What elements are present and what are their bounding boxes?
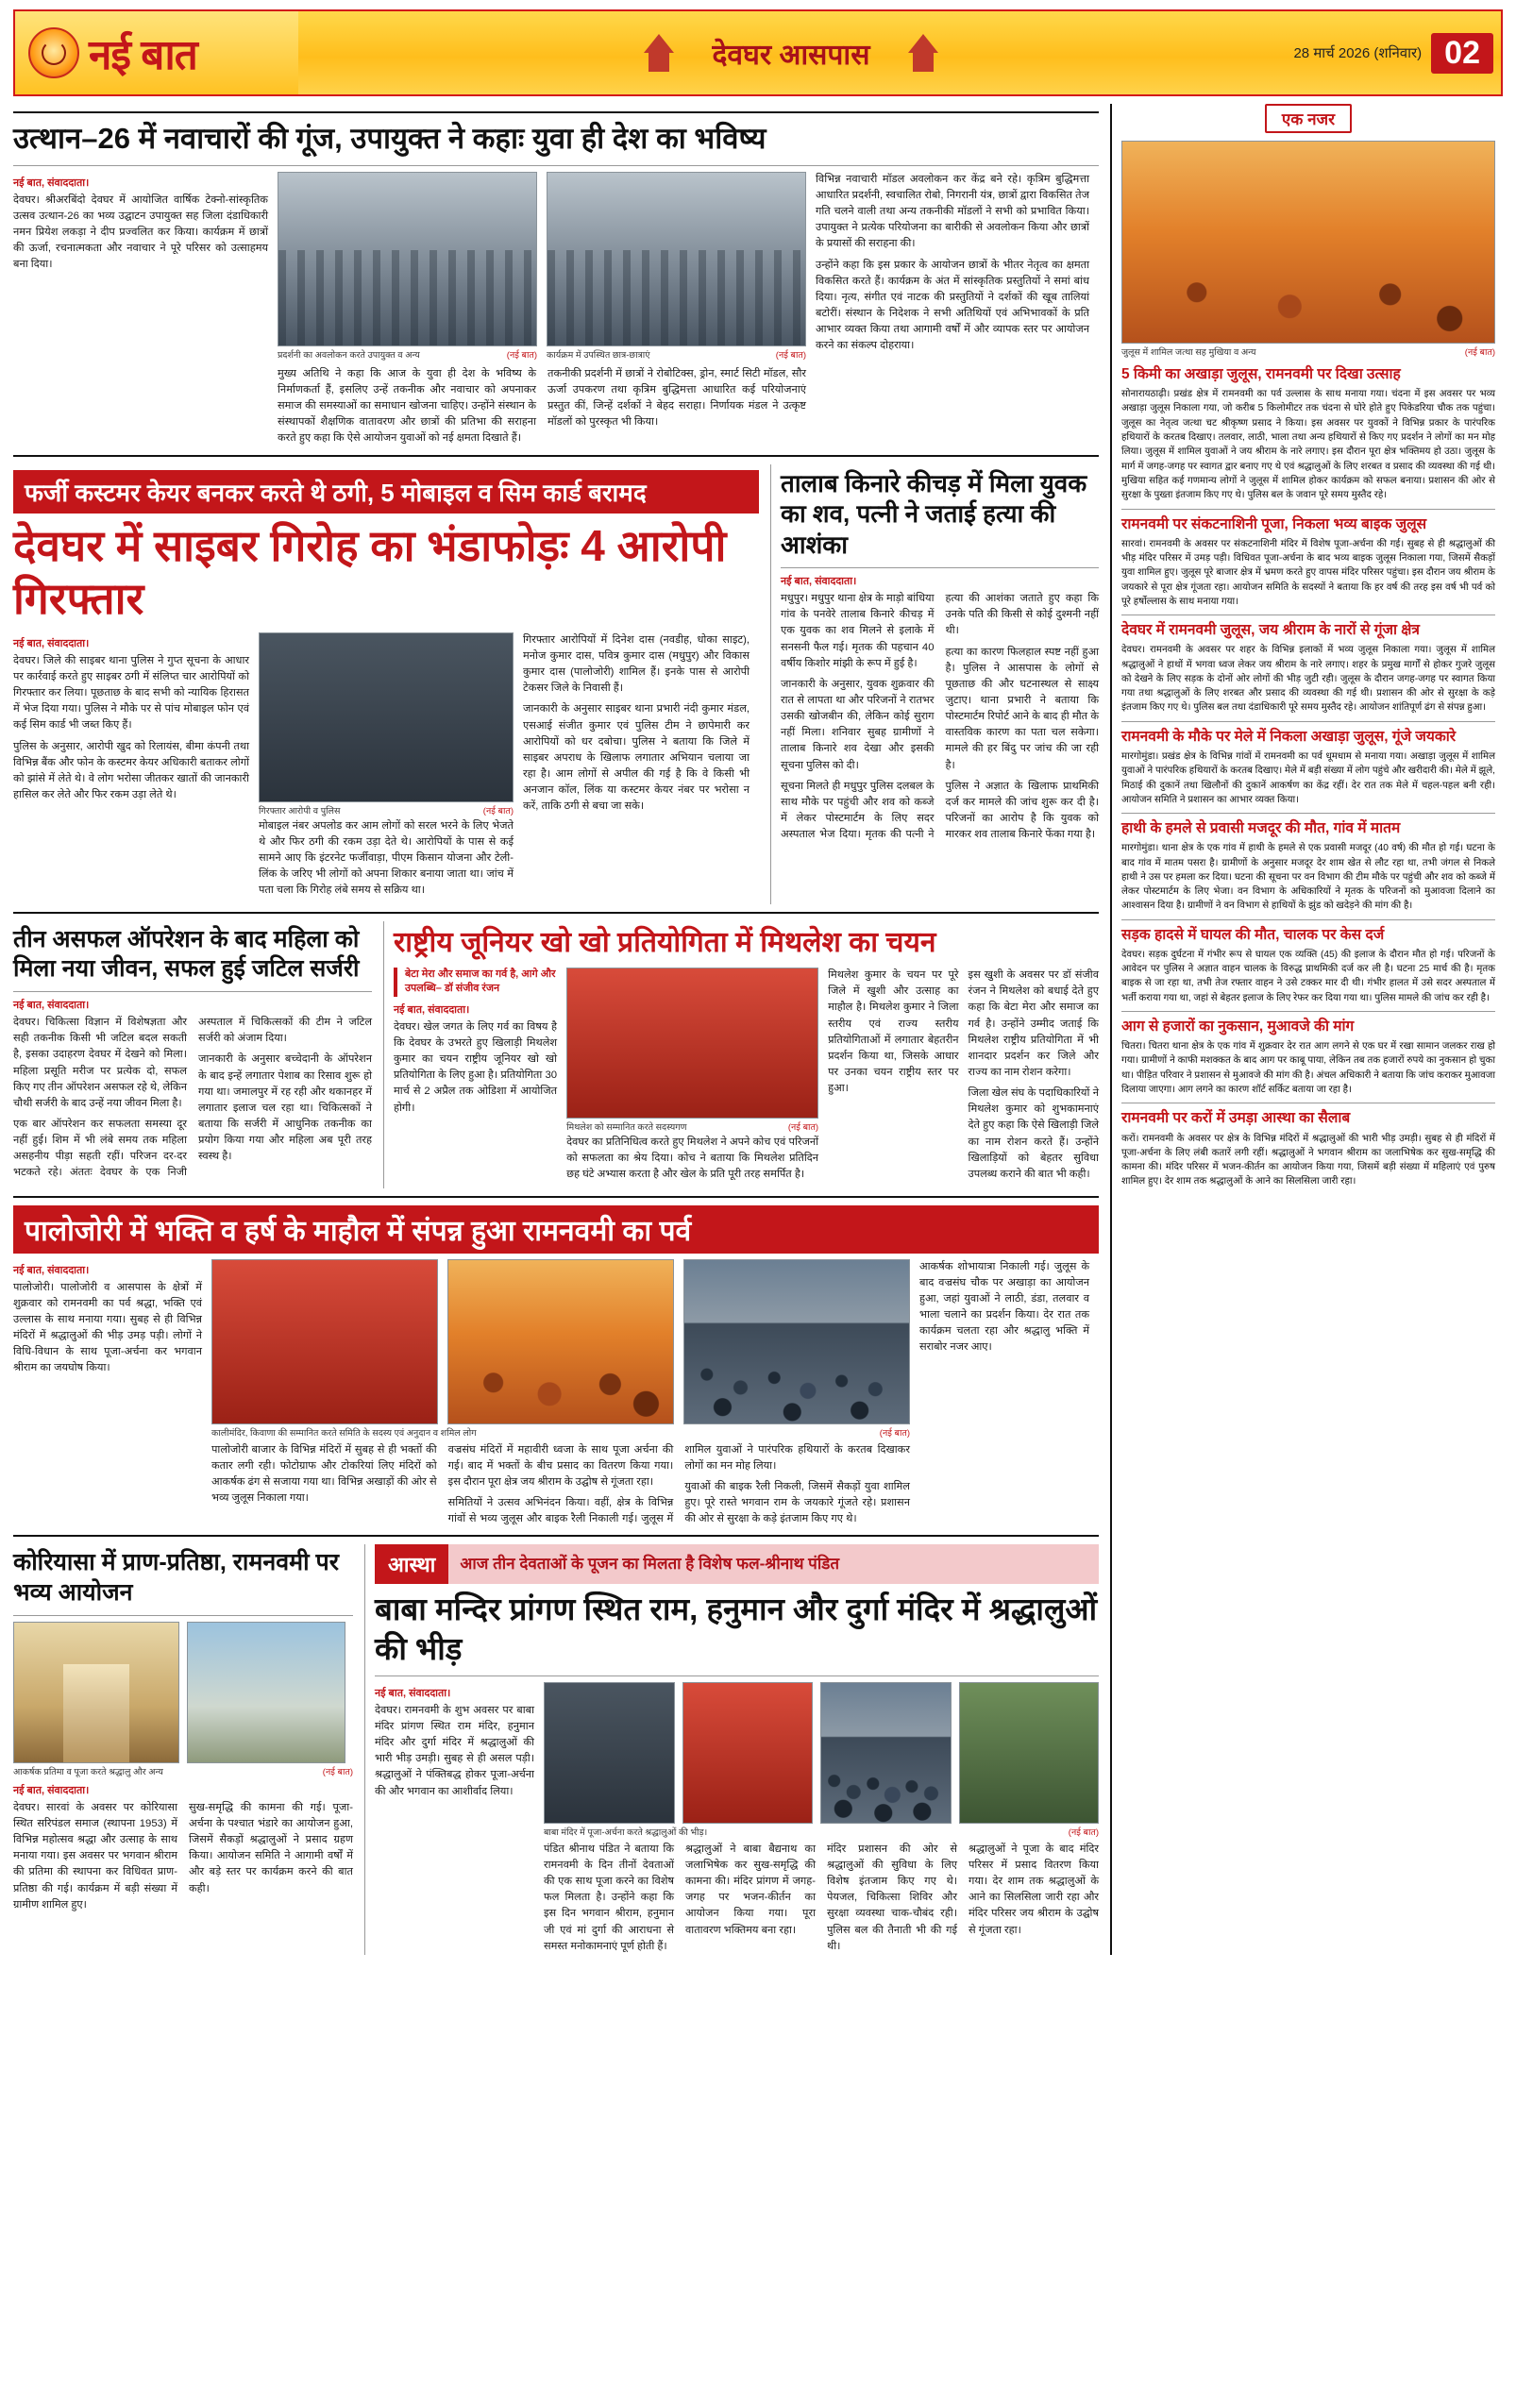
photo-procession-flags bbox=[447, 1259, 674, 1424]
photo-baba-mandir-crowd bbox=[544, 1682, 675, 1824]
photo-temple-deity bbox=[211, 1259, 438, 1424]
paragraph: उन्होंने कहा कि इस प्रकार के आयोजन छात्रों के भीतर नेतृत्व का क्षमता विकसित करते हैं। कार्यक्रम के अंत में सांस्कृतिक प्रस्तुतियों ने समां बांध दिया। नृत्य, संगीत एवं नाटक की प्रस्तुतियों ने दर्शकों की खूब तालियां बटोरीं। संस्थान के निदेशक ने सभी अतिथियों एवं अभिभावकों के प्रति आभार व्यक्त किया तथा आगामी वर्षों में और व्यापक स्तर पर आयोजन करने का संकल्प दोहराया। bbox=[816, 259, 1089, 352]
masthead-logo[interactable] bbox=[15, 11, 298, 94]
page-number: 02 bbox=[1431, 33, 1493, 74]
sidebar-ek-nazar bbox=[1110, 104, 1495, 1955]
headline: तालाब किनारे कीचड़ में मिला युवक का शव, पत्नी ने जताई हत्या की आशंका bbox=[781, 468, 1087, 559]
rail-item bbox=[1121, 1109, 1495, 1188]
rail-item bbox=[1121, 515, 1495, 610]
photo-caption: जुलूस में शामिल जत्था सह मुखिया व अन्य (नई बात) bbox=[1121, 347, 1495, 358]
paragraph: पुलिस ने अज्ञात के खिलाफ प्राथमिकी दर्ज कर मामले की जांच शुरू कर दी है। परिजनों का आरोप है कि युवक को मारकर शव तालाब किनारे फेंका गया है। bbox=[945, 780, 1099, 841]
photo-hanuman-temple bbox=[682, 1682, 814, 1824]
paragraph: देवघर। सारवां के अवसर पर कोरियासा स्थित सरिपंडल समाज (स्थापना 1953) में विभिन्न महोत्सव श्रद्धा और उत्साह के साथ मनाया गया। इस अवसर पर भगवान श्रीराम की प्रतिमा की स्थापना कर विधिवत प्राण-प्रतिष्ठा की गई। कार्यक्रम में बड़ी संख्या में ग्रामीण शामिल हुए। bbox=[13, 1801, 177, 1911]
photo-accused-with-police bbox=[259, 632, 514, 802]
temple-icon bbox=[637, 34, 681, 72]
kicker: फर्जी कस्टमर केयर बनकर करते थे ठगी, 5 मोबाइल व सिम कार्ड बरामद bbox=[13, 470, 759, 514]
sidebar-title: एक नजर bbox=[1265, 104, 1352, 133]
sun-face-logo-icon bbox=[28, 27, 79, 78]
rail-body: देवघर। सड़क दुर्घटना में गंभीर रूप से घायल एक व्यक्ति (45) की इलाज के दौरान मौत हो गई। परिजनों के आवेदन पर पुलिस ने अज्ञात वाहन चालक के विरुद्ध प्राथमिकी दर्ज कर ली है। घटना 25 मार्च की है। मृतक बाइक से जा रहा था, तभी तेज रफ्तार वाहन ने उसे टक्कर मार दी थी। गंभीर हालत में उसे सदर अस्पताल में भर्ती कराया गया था, जहां से बेहतर इलाज के लिए रेफर कर दिया गया था। पुलिस मामले की जांच कर रही है। bbox=[1121, 949, 1495, 1003]
article-cyber-gang bbox=[13, 464, 759, 904]
photo-crowd-rally bbox=[683, 1259, 910, 1424]
paragraph: जानकारी के अनुसार साइबर थाना प्रभारी नंदी कुमार मंडल, एसआई संजीत कुमार एवं पुलिस टीम ने छापेमारी कर आरोपियों को धर दबोचा। पुलिस ने बताया कि जिले में साइबर अपराध के खिलाफ लगातार अभियान चलाया जा रहा है। आम लोगों से अपील की गई है कि वे किसी भी अनजान कॉल, लिंक या कस्टमर केयर नंबर पर भरोसा न करें, ताकि ठगी से बचा जा सके। bbox=[523, 703, 750, 813]
article-utthan bbox=[13, 121, 1099, 447]
paragraph: वज्रसंघ मंदिरों में महावीरी ध्वजा के साथ पूजा अर्चना की गई। बाद में भक्तों के बीच प्रसाद का वितरण किया गया। इस दौरान पूरा क्षेत्र जय श्रीराम के उद्घोष से गूंजता रहा। bbox=[447, 1443, 674, 1488]
paragraph: देवघर। श्रीअरबिंदो देवघर में आयोजित वार्षिक टेक्नो-सांस्कृतिक उत्सव उत्थान-26 का भव्य उद्घाटन उपायुक्त सह जिला दंडाधिकारी नमन प्रियेश लकड़ा ने दीप प्रज्वलित कर किया। कार्यक्रम में छात्रों की ऊर्जा, रचनात्मकता और नवाचार ने पूरे परिसर को उत्साहमय बना दिया। bbox=[13, 194, 268, 271]
rail-headline: रामनवमी पर संकटनाशिनी पूजा, निकला भव्य बाइक जुलूस bbox=[1121, 515, 1427, 532]
headline: देवघर में साइबर गिरोह का भंडाफोड़ः 4 आरोपी गिरफ्तार bbox=[13, 520, 727, 623]
paragraph: पालोजोरी बाजार के विभिन्न मंदिरों में सुबह से ही भक्तों की कतार लगी रही। फोटोग्राफ और टोकरियां लिए मंदिरों को आकर्षक ढंग से सजाया गया था। विभिन्न अखाड़ों की ओर से भव्य जुलूस निकाला गया। bbox=[211, 1443, 437, 1504]
photo-durga-temple bbox=[820, 1682, 952, 1824]
byline: नई बात, संवाददाता। bbox=[13, 1000, 90, 1012]
rail-item bbox=[1121, 365, 1495, 503]
headline: राष्ट्रीय जूनियर खो खो प्रतियोगिता में मिथलेश का चयन bbox=[394, 926, 936, 958]
section-banner bbox=[298, 11, 1284, 94]
rail-headline: रामनवमी के मौके पर मेले में निकला अखाड़ा जुलूस, गूंजे जयकारे bbox=[1121, 728, 1457, 745]
paragraph: गिरफ्तार आरोपियों में दिनेश दास (नवडीह, धोका साइट), मनोज कुमार दास, पवित्र कुमार दास (मधुपुर) और विकास कुमार दास (पालोजोरी) शामिल हैं। इनके पास से आरोपी टेकसर जिले के निवासी हैं। bbox=[523, 633, 750, 695]
paragraph: आकर्षक शोभायात्रा निकाली गई। जुलूस के बाद वज्रसंघ चौक पर अखाड़ा का आयोजन हुआ, जहां युवाओं ने लाठी, डंडा, तलवार व भाला चलाने का प्रदर्शन किया। देर रात तक कार्यक्रम चलता रहा और श्रद्धालु भक्ति में सराबोर नजर आए। bbox=[919, 1260, 1089, 1354]
rail-body: मारगोमुंडा। प्रखंड क्षेत्र के विभिन्न गांवों में रामनवमी का पर्व धूमधाम से मनाया गया। अखाड़ा जुलूस में शामिल युवाओं ने पारंपरिक हथियारों के करतब दिखाए। मेले में बड़ी संख्या में लोग पहुंचे और खरीदारी की। मेले में झूले, मिठाई की दुकानें तथा खिलौनों की दुकानें आकर्षण का केंद्र रहीं। देर रात तक मेले में चहल-पहल बनी रही। आयोजन समिति ने प्रशासन का आभार व्यक्त किया। bbox=[1121, 750, 1495, 805]
photo-mandir-campus bbox=[959, 1682, 1099, 1824]
paragraph: मोबाइल नंबर अपलोड कर आम लोगों को सरल भरने के लिए भेजते थे और फिर ठगी की रकम उड़ा देते थे। आरोपियों के पास से कई सामने आए कि इंटरनेट फर्जीवाड़ा, पीएम किसान योजना और टेली-लिंक के जरिए भी लोगों को अपना शिकार बनाया जाता था। जांच में पता चला कि गिरोह लंबे समय से सक्रिय था। bbox=[259, 819, 514, 897]
rail-headline: सड़क हादसे में घायल की मौत, चालक पर केस दर्ज bbox=[1121, 926, 1385, 943]
paragraph: श्रद्धालुओं ने बाबा बैद्यनाथ का जलाभिषेक कर सुख-समृद्धि की कामना की। मंदिर प्रांगण में जगह-जगह पर भजन-कीर्तन का आयोजन किया गया। पूरा वातावरण भक्तिमय बना रहा। bbox=[685, 1843, 816, 1936]
rail-body: देवघर। रामनवमी के अवसर पर शहर के विभिन्न इलाकों में भव्य जुलूस निकाला गया। जुलूस में शामिल श्रद्धालुओं ने हाथों में भगवा ध्वज लेकर जय श्रीराम के नारे लगाए। शहर के प्रमुख मार्गों से होकर गुजरे जुलूस को देखने के लिए सड़क के दोनों ओर लोगों की भीड़ जुटी रही। जुलूस के दौरान जगह-जगह पर स्वागत किया गया तथा श्रद्धालुओं के लिए शरबत और प्रसाद की व्यवस्था की गई थी। प्रशासन की ओर से सुरक्षा के कड़े इंतजाम किए गए थे। पुलिस बल तथा दंडाधिकारी पूरे समय मुस्तैद रहे। आयोजन शांतिपूर्ण ढंग से संपन्न हुआ। bbox=[1121, 645, 1495, 714]
photo-caption: मिथलेश को सम्मानित करते सदस्यगण (नई बात) bbox=[566, 1122, 819, 1134]
paragraph: जानकारी के अनुसार बच्चेदानी के ऑपरेशन के बाद इन्हें लगातार पेशाब का रिसाव शुरू हो गया था। जमालपुर में रह रही और थकानहर में लगातार इलाज चल रहा था। चिकित्सकों ने बताया कि सर्जरी में आधुनिक तकनीक का प्रयोग किया गया और महिला अब पूरी तरह स्वस्थ है। bbox=[198, 1053, 372, 1163]
rail-headline: देवघर में रामनवमी जुलूस, जय श्रीराम के नारों से गूंजा क्षेत्र bbox=[1121, 622, 1420, 639]
photo-caption: आकर्षक प्रतिमा व पूजा करते श्रद्धालु और अन्य (नई बात) bbox=[13, 1766, 353, 1777]
paragraph: समितियों ने उत्सव अभिनंदन किया। वहीं, क्षेत्र के विभिन्न गांवों से भव्य जुलूस और बाइक रैली निकाली गई। जुलूस में शामिल युवाओं ने पारंपरिक हथियारों के करतब दिखाकर लोगों का मन मोह लिया। bbox=[447, 1443, 910, 1525]
article-astha bbox=[364, 1544, 1099, 1955]
headline: कोरियासा में प्राण-प्रतिष्ठा, रामनवमी पर भव्य आयोजन bbox=[13, 1549, 339, 1606]
paragraph: देवघर। चिकित्सा विज्ञान में विशेषज्ञता और सही तकनीक किसी भी जटिल बदल सकती है, इसका उदाहरण देवघर में देखने को मिला। महिला प्रसूति मरीज पर प्रत्येक दो, सफल किए गए तीन ऑपरेशन असफल रहे थे, लेकिन चौथी सर्जरी के बाद उन्हें नया जीवन मिला है। bbox=[13, 1017, 187, 1109]
paragraph: देवघर का प्रतिनिधित्व करते हुए मिथलेश ने अपने कोच एवं परिजनों को सफलता का श्रेय दिया। कोच ने बताया कि मिथलेश प्रतिदिन छह घंटे अभ्यास करता है और खेल के प्रति पूरी तरह समर्पित है। bbox=[566, 1137, 819, 1181]
rail-item bbox=[1121, 1018, 1495, 1097]
byline: नई बात, संवाददाता। bbox=[781, 576, 857, 588]
paragraph: इस खुशी के अवसर पर डॉ संजीव रंजन ने मिथलेश को बधाई देते हुए कहा कि बेटा मेरा और समाज का गर्व है। उन्होंने उम्मीद जताई कि मिथलेश राष्ट्रीय प्रतियोगिता में भी शानदार प्रदर्शन कर जिले और राज्य का नाम रोशन करेगा। bbox=[968, 969, 1099, 1078]
rail-item bbox=[1121, 728, 1495, 807]
issue-date: 28 मार्च 2026 (शनिवार) bbox=[1293, 45, 1423, 61]
rail-body: चितरा। चितरा थाना क्षेत्र के एक गांव में शुक्रवार देर रात आग लगने से एक घर में रखा सामान जलकर राख हो गया। ग्रामीणों ने काफी मशक्कत के बाद आग पर काबू पाया, लेकिन तब तक हजारों रुपये का नुकसान हो चुका था। पीड़ित परिवार ने प्रशासन से मुआवजे की मांग की है। अंचल अधिकारी ने बताया कि जांच कराकर मुआवजा दिलाया जाएगा। आग लगने का कारण शॉर्ट सर्किट बताया जा रहा है। bbox=[1121, 1041, 1495, 1096]
article-koriyasa bbox=[13, 1544, 353, 1955]
rail-body: करों। रामनवमी के अवसर पर क्षेत्र के विभिन्न मंदिरों में श्रद्धालुओं की भारी भीड़ उमड़ी। सुबह से ही मंदिरों में पूजा-अर्चना के लिए लंबी कतारें लगी रहीं। श्रद्धालुओं ने भगवान श्रीराम का जलाभिषेक कर सुख-समृद्धि की कामना की। मंदिर परिसर में भजन-कीर्तन का आयोजन किया गया, जिसमें बड़ी संख्या में महिलाएं एवं पुरुष शामिल हुए। देर शाम तक श्रद्धालुओं के आने का सिलसिला जारी रहा। bbox=[1121, 1133, 1495, 1187]
photo-auditorium-audience bbox=[547, 172, 806, 346]
photo-caption: गिरफ्तार आरोपी व पुलिस (नई बात) bbox=[259, 805, 514, 817]
photo-caption: कार्यक्रम में उपस्थित छात्र-छात्राएं (नई बात) bbox=[547, 349, 806, 361]
paragraph: मिथलेश कुमार के चयन पर पूरे जिले में खुशी और उत्साह का माहौल है। मिथलेश कुमार ने जिला स्तरीय एवं राज्य स्तरीय प्रतियोगिताओं में लगातार बेहतरीन प्रदर्शन किया था, जिसके आधार पर उनका चयन राष्ट्रीय स्तर पर हुआ। bbox=[828, 969, 959, 1095]
pull-quote: बेटा मेरा और समाज का गर्व है, आगे और उपलब्धि– डॉ संजीव रंजन bbox=[394, 968, 557, 997]
paragraph: एक बार ऑपरेशन कर सफलता समस्या दूर नहीं हुई। शिम में भी लंबे समय तक महिला असहनीय पीड़ा सहती रहीं। परिजन दर-दर भटकते रहे। अंततः देवघर के एक निजी अस्पताल में चिकित्सकों की टीम ने जटिल सर्जरी को अंजाम दिया। bbox=[13, 1017, 372, 1179]
photo-caption: कालीमंदिर, किवाणा की सम्मानित करते समिति के सदस्य एवं अनुदान व शमिल लोग (नई बात) bbox=[211, 1427, 910, 1439]
article-pond-body bbox=[770, 464, 1099, 904]
article-palojori bbox=[13, 1205, 1099, 1528]
headline: तीन असफल ऑपरेशन के बाद महिला को मिला नया जीवन, सफल हुई जटिल सर्जरी bbox=[13, 925, 360, 982]
photo-player-felicitation bbox=[566, 968, 818, 1119]
section-label-astha: आस्था bbox=[375, 1544, 448, 1584]
masthead-meta bbox=[1284, 11, 1501, 94]
paragraph: सुख-समृद्धि की कामना की गई। पूजा-अर्चना के पश्चात भंडारे का आयोजन हुआ, जिसमें सैकड़ों श्रद्धालुओं ने प्रसाद ग्रहण किया। आयोजन समिति ने आगामी वर्षों में और बड़े स्तर पर कार्यक्रम करने की बात कही। bbox=[189, 1801, 353, 1894]
rail-item bbox=[1121, 926, 1495, 1005]
paragraph: मंदिर प्रशासन की ओर से श्रद्धालुओं की सुविधा के लिए विशेष इंतजाम किए गए थे। पेयजल, चिकित्सा शिविर और सुरक्षा व्यवस्था चाक-चौबंद रही। पुलिस बल की तैनाती भी की गई थी। bbox=[827, 1843, 957, 1952]
rail-headline: हाथी के हमले से प्रवासी मजदूर की मौत, गांव में मातम bbox=[1121, 820, 1401, 837]
paragraph: मुख्य अतिथि ने कहा कि आज के युवा ही देश के भविष्य के निर्माणकर्ता हैं, इसलिए उन्हें तकनीक और नवाचार को अपनाकर समाज की समस्याओं का समाधान खोजना चाहिए। उन्होंने संस्थान के संस्थापकों शैक्षणिक वातावरण और छात्रों की प्रतिभा की सराहना करते हुए कहा कि ऐसे आयोजन युवाओं को नई क्षमता दिखाते हैं। bbox=[278, 367, 536, 445]
rail-headline: रामनवमी पर करों में उमड़ा आस्था का सैलाब bbox=[1121, 1110, 1351, 1127]
paragraph: देवघर। रामनवमी के शुभ अवसर पर बाबा मंदिर प्रांगण स्थित राम मंदिर, हनुमान मंदिर और दुर्गा मंदिर में श्रद्धालुओं की भारी भीड़ उमड़ी। सुबह से ही असल पड़ी। श्रद्धालुओं ने पंक्तिबद्ध होकर पूजा-अर्चना की और भगवान का आशीर्वाद लिया। bbox=[375, 1704, 534, 1797]
sidebar-title-wrap bbox=[1121, 104, 1495, 133]
paragraph: युवाओं की बाइक रैली निकली, जिसमें सैकड़ों युवा शामिल हुए। पूरे रास्ते भगवान राम के जयकारे गूंजते रहे। प्रशासन की ओर से सुरक्षा के कड़े इंतजाम किए गए थे। bbox=[684, 1480, 910, 1525]
section-title: देवघर आसपास bbox=[712, 39, 870, 71]
rail-body: सोनारायठाढ़ी। प्रखंड क्षेत्र में रामनवमी का पर्व उल्लास के साथ मनाया गया। चंदना में इस अवसर पर भव्य अखाड़ा जुलूस निकाला गया, जो करीब 5 किलोमीटर तक चंदना से घोरे होते हुए पिकेडरिया चौक तक पहुंचा। जुलूस का नेतृत्व जत्था चट श्रीकृष्ण प्रसाद ने किया। इस अवसर पर युवकों ने विभिन्न प्रकार के पारंपरिक हथियारों के करतब दिखाए। तलवार, लाठी, भाला तथा अन्य हथियारों से किए गए प्रदर्शन ने लोगों का मन मोह लिया। जुलूस में शामिल युवाओं ने जय श्रीराम के नारे लगाए। इस दौरान पूरा क्षेत्र भक्तिमय हो उठा। जुलूस के मार्ग में जगह-जगह पर स्वागत द्वार बनाए गए थे एवं श्रद्धालुओं के लिए शरबत व प्रसाद की व्यवस्था की गई थी। मुखिया सहित कई गणमान्य लोगों ने जुलूस में शामिल होकर कार्यक्रम को सफल बनाया। प्रशासन की ओर से सुरक्षा के पुख्ता इंतजाम किए गए थे। पुलिस बल के जवान पूरे समय मुस्तैद रहे। bbox=[1121, 389, 1495, 501]
paragraph: तकनीकी प्रदर्शनी में छात्रों ने रोबोटिक्स, ड्रोन, स्मार्ट सिटी मॉडल, सौर ऊर्जा उपकरण तथा कृत्रिम बुद्धिमत्ता आधारित कई परियोजनाएं प्रस्तुत कीं, जिन्हें दर्शकों ने बेहद सराहा। निर्णायक मंडल ने उत्कृष्ट मॉडलों को पुरस्कृत भी किया। bbox=[547, 367, 806, 429]
photo-exhibition-visit bbox=[278, 172, 537, 346]
byline: नई बात, संवाददाता। bbox=[13, 1784, 90, 1796]
rail-headline: 5 किमी का अखाड़ा जुलूस, रामनवमी पर दिखा उत्साह bbox=[1121, 366, 1401, 382]
paragraph: पुलिस के अनुसार, आरोपी खुद को रिलायंस, बीमा कंपनी तथा विभिन्न बैंक और फोन के कस्टमर केयर अधिकारी बताकर लोगों को झांसे में लेते थे। वे लोग भरोसा जीतकर खातों की जानकारी हासिल कर लेते और फिर रकम उड़ा लेते थे। bbox=[13, 740, 249, 800]
byline: नई बात, संवाददाता। bbox=[375, 1687, 451, 1699]
byline: नई बात, संवाददाता। bbox=[394, 1003, 470, 1016]
photo-caption: बाबा मंदिर में पूजा-अर्चना करते श्रद्धालुओं की भीड़। (नई बात) bbox=[544, 1827, 1099, 1838]
photo-caption: प्रदर्शनी का अवलोकन करते उपायुक्त व अन्य (नई बात) bbox=[278, 349, 537, 361]
paragraph: पालोजोरी। पालोजोरी व आसपास के क्षेत्रों में शुक्रवार को रामनवमी का पर्व श्रद्धा, भक्ति एवं उल्लास के साथ मनाया गया। सुबह से ही विभिन्न मंदिरों में श्रद्धालुओं की भीड़ उमड़ पड़ी। लोगों ने विधि-विधान के साथ पूजा-अर्चना कर भगवान श्रीराम का जयघोष किया। bbox=[13, 1281, 202, 1374]
photo-akhara-procession bbox=[1121, 141, 1495, 344]
photo-temple-flag bbox=[187, 1622, 345, 1763]
rail-body: सारवां। रामनवमी के अवसर पर संकटनाशिनी मंदिर में विशेष पूजा-अर्चना की गई। सुबह से ही श्रद्धालुओं की भीड़ मंदिर परिसर में उमड़ पड़ी। विधिवत पूजा-अर्चना के बाद भव्य बाइक जुलूस निकाला गया, जिसमें सैकड़ों युवा शामिल हुए। जुलूस पूरे बाजार क्षेत्र में भ्रमण करते हुए वापस मंदिर परिसर पहुंचा। इस दौरान जय श्रीराम के जयकारे से पूरा क्षेत्र गूंजता रहा। आयोजन समिति के सदस्यों ने बताया कि हर वर्ष की तरह इस वर्ष भी पर्व को पूरे हर्षोल्लास के साथ मनाया गया। bbox=[1121, 538, 1495, 607]
byline: नई बात, संवाददाता। bbox=[13, 637, 90, 649]
rail-item bbox=[1121, 621, 1495, 716]
rail-headline: आग से हजारों का नुकसान, मुआवजे की मांग bbox=[1121, 1019, 1355, 1036]
rail-body: मारगोमुंडा। थाना क्षेत्र के एक गांव में हाथी के हमले से एक प्रवासी मजदूर (40 वर्ष) की मौत हो गई। घटना के बाद गांव में मातम पसरा है। ग्रामीणों के अनुसार मजदूर देर शाम खेत से लौट रहा था, तभी जंगल से निकले हाथी ने उस पर हमला कर दिया। घटना की सूचना पर वन विभाग की टीम मौके पर पहुंची और शव को कब्जे में लेकर पोस्टमार्टम के लिए भेजा। वन विभाग के अधिकारियों ने मृतक के परिजनों को मुआवजा दिलाने का आश्वासन दिया है। ग्रामीणों ने वन विभाग से हाथियों के झुंड को खदेड़ने की मांग की है। bbox=[1121, 843, 1495, 912]
article-surgery bbox=[13, 921, 372, 1188]
photo-temple-pranpratishtha bbox=[13, 1622, 179, 1763]
paragraph: विभिन्न नवाचारी मॉडल अवलोकन कर केंद्र बने रहे। कृत्रिम बुद्धिमत्ता आधारित प्रदर्शनी, स्वचालित रोबो, निगरानी यंत्र, छात्रों द्वारा विकसित तेज गति चलने वाली तथा अन्य तकनीकी मॉडलों ने सभी को प्रभावित किया। उपायुक्त ने प्रत्येक परियोजना का बारीकी से अवलोकन किया और छात्रों के प्रयासों की सराहना की। bbox=[816, 173, 1089, 250]
masthead bbox=[13, 9, 1503, 96]
byline: नई बात, संवाददाता। bbox=[13, 1264, 90, 1276]
page-title: उत्थान–26 में नवाचारों की गूंज, उपायुक्त ने कहाः युवा ही देश का भविष्य bbox=[13, 122, 766, 155]
kicker: आज तीन देवताओं के पूजन का मिलता है विशेष फल-श्रीनाथ पंडित bbox=[448, 1544, 1099, 1584]
paragraph: पंडित श्रीनाथ पंडित ने बताया कि रामनवमी के दिन तीनों देवताओं की एक साथ पूजा करने का विशेष फल मिलता है। उन्होंने कहा कि इस दिन भगवान श्रीराम, हनुमान जी एवं मां दुर्गा की आराधना से समस्त मनोकामनाएं पूर्ण होती हैं। bbox=[544, 1843, 674, 1952]
paragraph: मधुपुर। मधुपुर थाना क्षेत्र के माड़ो बांधिया गांव के पनवेरे तालाब किनारे कीचड़ में एक युवक का शव मिलने से इलाके में सनसनी फैल गई। मृतक की पहचान 40 वर्षीय किशोर मांझी के रूप में हुई है। bbox=[781, 593, 935, 669]
paragraph: जिला खेल संघ के पदाधिकारियों ने मिथलेश कुमार को शुभकामनाएं देते हुए कहा कि ऐसे खिलाड़ी जिले का नाम रोशन करते हैं। उन्होंने खिलाड़ियों को बेहतर सुविधा उपलब्ध कराने की बात भी कही। bbox=[968, 1087, 1099, 1180]
kicker: पालोजोरी में भक्ति व हर्ष के माहौल में संपन्न हुआ रामनवमी का पर्व bbox=[13, 1205, 1099, 1254]
headline: बाबा मन्दिर प्रांगण स्थित राम, हनुमान और दुर्गा मंदिर में श्रद्धालुओं की भीड़ bbox=[375, 1591, 1098, 1666]
rail-item bbox=[1121, 819, 1495, 914]
paragraph: देवघर। खेल जगत के लिए गर्व का विषय है कि देवघर के उभरते हुए खिलाड़ी मिथलेश कुमार का चयन राष्ट्रीय जूनियर खो खो प्रतियोगिता के लिए हुआ है। प्रतियोगिता 30 मार्च से 2 अप्रैल तक ओडिशा में आयोजित होगी। bbox=[394, 1020, 558, 1114]
paragraph: हत्या का कारण फिलहाल स्पष्ट नहीं हुआ है। पुलिस ने आसपास के लोगों से पूछताछ की और घटनास्थल से साक्ष्य जुटाए। थाना प्रभारी ने बताया कि पोस्टमार्टम रिपोर्ट आने के बाद ही मौत के वास्तविक कारण का पता चल सकेगा। मामले की हर बिंदु पर जांच की जा रही है। bbox=[945, 646, 1099, 771]
main-content bbox=[13, 104, 1099, 1955]
paragraph: जानकारी के अनुसार, युवक शुक्रवार की रात से लापता था और परिजनों ने रातभर उसकी खोजबीन की, लेकिन कोई सुराग नहीं मिला। शनिवार सुबह ग्रामीणों ने तालाब किनारे शव देखा और इसकी सूचना पुलिस को दी। bbox=[781, 678, 935, 771]
paragraph: सूचना मिलते ही मधुपुर पुलिस दलबल के साथ मौके पर पहुंची और शव को कब्जे में लेकर पोस्टमार्टम के लिए सदर अस्पताल भेज दिया। मृतक की पत्नी ने हत्या की आशंका जताते हुए कहा कि उनके पति की किसी से कोई दुश्मनी नहीं थी। bbox=[781, 593, 1099, 841]
temple-icon bbox=[901, 34, 945, 72]
brand-title: नई बात bbox=[89, 32, 197, 78]
paragraph: देवघर। जिले की साइबर थाना पुलिस ने गुप्त सूचना के आधार पर कार्रवाई करते हुए साइबर ठगी में संलिप्त चार आरोपियों को गिरफ्तार कर लिया। पूछताछ के बाद सभी को न्यायिक हिरासत में भेज दिया गया। पुलिस ने मौके पर से पांच मोबाइल फोन एवं कई सिम कार्ड भी जब्त किए हैं। bbox=[13, 654, 249, 732]
paragraph: श्रद्धालुओं ने पूजा के बाद मंदिर परिसर में प्रसाद वितरण किया गया। देर शाम तक श्रद्धालुओं के आने का सिलसिला जारी रहा और मंदिर परिसर जय श्रीराम के उद्घोष से गूंजता रहा। bbox=[969, 1843, 1099, 1936]
article-khokho bbox=[383, 921, 1099, 1188]
byline: नई बात, संवाददाता। bbox=[13, 177, 90, 189]
